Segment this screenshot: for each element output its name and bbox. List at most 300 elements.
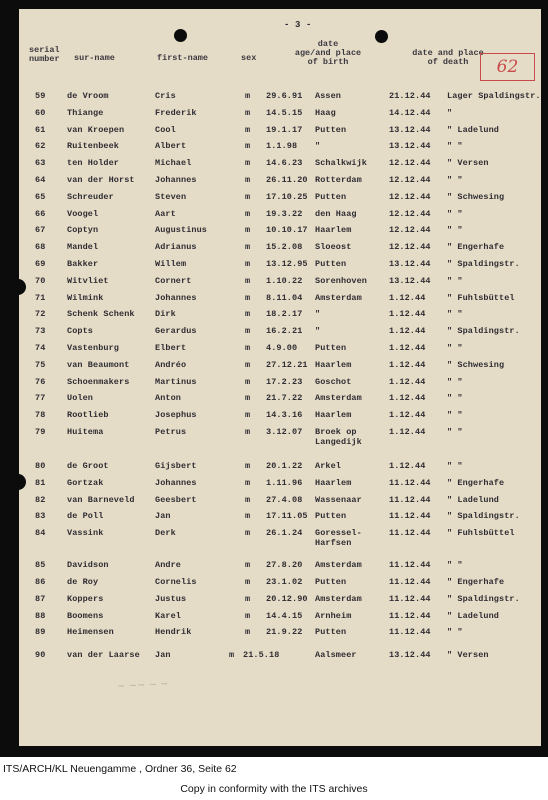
cell-surname: ten Holder: [67, 158, 120, 169]
cell-place-of-death: " ": [447, 225, 463, 236]
cell-serial-number: 72: [35, 309, 46, 320]
cell-first-name: Jan: [155, 511, 171, 522]
cell-first-name: Justus: [155, 593, 187, 604]
cell-place-of-death: " Schwesing: [447, 359, 505, 370]
cell-serial-number: 85: [35, 560, 46, 571]
table-row: [19, 611, 541, 623]
cell-first-name: Jan: [155, 650, 171, 661]
cell-place-of-death: " Engerhafe: [447, 242, 505, 253]
cell-date-of-death: 1.12.44: [389, 359, 426, 370]
cell-date-of-death: 12.12.44: [389, 175, 431, 185]
cell-place-of-birth: Amsterdam: [315, 593, 362, 604]
cell-place-of-birth: Sorenhoven: [315, 275, 368, 286]
cell-place-of-birth: Haarlem: [315, 225, 352, 236]
cell-place-of-birth: Putten: [315, 511, 347, 522]
cell-first-name: Albert: [155, 141, 187, 152]
register-table: [19, 9, 541, 746]
cell-date-of-birth: 10.10.17: [266, 225, 308, 236]
header-date-place-of-birth: date age/and place of birth: [294, 39, 362, 67]
cell-surname: van Barneveld: [67, 494, 135, 505]
cell-date-of-birth: 17.2.23: [266, 376, 303, 387]
cell-first-name: Steven: [155, 191, 187, 202]
cell-date-of-death: 13.12.44: [389, 124, 431, 135]
cell-first-name: Andre: [155, 560, 182, 571]
cell-sex: m: [245, 225, 251, 236]
cell-date-of-birth: 26.1.24: [266, 528, 303, 539]
cell-serial-number: 74: [35, 343, 46, 353]
cell-place-of-birth: Amsterdam: [315, 560, 362, 571]
cell-place-of-death: " Fuhlsbüttel: [447, 528, 515, 539]
cell-surname: Coptyn: [67, 225, 99, 236]
cell-first-name: Cornert: [155, 275, 192, 286]
cell-place-of-birth: Putten: [315, 124, 347, 135]
cell-place-of-birth-line2: Langedijk: [315, 437, 362, 447]
cell-date-of-death: 11.12.44: [389, 627, 431, 638]
cell-sex: m: [245, 309, 251, 320]
cell-first-name: Aart: [155, 208, 176, 219]
cell-surname: Vassink: [67, 528, 104, 539]
cell-sex: m: [245, 393, 251, 404]
cell-serial-number: 73: [35, 326, 46, 337]
cell-first-name: Johannes: [155, 175, 197, 185]
cell-place-of-death: " ": [447, 141, 463, 152]
cell-date-of-birth: 17.11.05: [266, 511, 308, 522]
cell-place-of-birth: Assen: [315, 91, 342, 101]
cell-surname: Schenk Schenk: [67, 309, 135, 320]
cell-first-name: Josephus: [155, 410, 197, 421]
cell-sex: m: [245, 427, 251, 437]
cell-serial-number: 82: [35, 494, 46, 505]
cell-surname: Gortzak: [67, 477, 104, 488]
cell-serial-number: 81: [35, 477, 46, 488]
cell-surname: van der Laarse: [67, 650, 140, 661]
cell-place-of-death: " ": [447, 208, 463, 219]
cell-sex: m: [245, 124, 251, 135]
cell-place-of-birth: Wassenaar: [315, 494, 362, 505]
cell-serial-number: 78: [35, 410, 46, 421]
cell-serial-number: 70: [35, 275, 46, 286]
cell-date-of-birth: 16.2.21: [266, 326, 303, 337]
table-row: [19, 125, 541, 137]
cell-date-of-birth: 8.11.04: [266, 292, 303, 303]
table-row: [19, 192, 541, 204]
table-row: [19, 309, 541, 321]
table-row: [19, 276, 541, 288]
cell-date-of-birth: 19.1.17: [266, 124, 303, 135]
cell-surname: Vastenburg: [67, 343, 120, 353]
cell-place-of-death: " Spaldingstr.: [447, 259, 520, 269]
header-surname: sur-name: [74, 53, 115, 63]
cell-first-name: Andréo: [155, 359, 187, 370]
cell-first-name: Dirk: [155, 309, 176, 320]
cell-date-of-birth: 21.7.22: [266, 393, 303, 404]
cell-place-of-birth: den Haag: [315, 208, 357, 219]
cell-date-of-death: 11.12.44: [389, 511, 431, 522]
cell-first-name: Cool: [155, 124, 176, 135]
cell-surname: de Vroom: [67, 91, 109, 101]
cell-serial-number: 67: [35, 225, 46, 236]
cell-place-of-birth: Haarlem: [315, 477, 352, 488]
cell-surname: Wilmink: [67, 292, 104, 303]
cell-serial-number: 84: [35, 528, 46, 539]
cell-serial-number: 80: [35, 461, 46, 471]
cell-date-of-death: 11.12.44: [389, 477, 431, 488]
table-row: [19, 377, 541, 389]
cell-place-of-death: " ": [447, 461, 463, 471]
cell-first-name: Cris: [155, 91, 176, 101]
cell-surname: de Groot: [67, 461, 109, 471]
cell-date-of-death: 13.12.44: [389, 275, 431, 286]
cell-date-of-birth: 14.3.16: [266, 410, 303, 421]
cell-sex: m: [245, 292, 251, 303]
cell-first-name: Adrianus: [155, 242, 197, 253]
cell-sex: m: [245, 494, 251, 505]
header-sex: sex: [241, 53, 257, 63]
cell-sex: m: [245, 175, 251, 185]
cell-place-of-birth: Putten: [315, 577, 347, 587]
cell-serial-number: 71: [35, 292, 46, 303]
cell-surname: Uolen: [67, 393, 94, 404]
cell-serial-number: 89: [35, 627, 46, 638]
cell-surname: van Kroepen: [67, 124, 125, 135]
cell-sex: m: [245, 343, 251, 353]
page-stamp: 62: [480, 53, 535, 81]
cell-date-of-death: 1.12.44: [389, 309, 426, 320]
cell-place-of-birth: Putten: [315, 191, 347, 202]
table-row: [19, 577, 541, 589]
cell-surname: van der Horst: [67, 175, 135, 185]
table-row: [19, 461, 541, 473]
cell-place-of-birth: ": [315, 141, 321, 152]
cell-date-of-death: 14.12.44: [389, 107, 431, 118]
cell-place-of-birth: ": [315, 326, 321, 337]
table-row: [19, 91, 541, 103]
cell-sex: m: [245, 326, 251, 337]
cell-sex: m: [245, 158, 251, 169]
cell-sex: m: [245, 528, 251, 539]
cell-place-of-birth: Putten: [315, 343, 347, 353]
cell-place-of-death: " ": [447, 560, 463, 571]
cell-place-of-death: " Versen: [447, 650, 489, 661]
cell-surname: Heimensen: [67, 627, 114, 638]
cell-date-of-death: 12.12.44: [389, 158, 431, 169]
cell-first-name: Gijsbert: [155, 461, 197, 471]
cell-first-name: Johannes: [155, 477, 197, 488]
cell-date-of-birth: 1.1.98: [266, 141, 298, 152]
cell-date-of-death: 1.12.44: [389, 410, 426, 421]
table-row: [19, 627, 541, 639]
cell-surname: Huitema: [67, 427, 104, 437]
cell-place-of-birth: Goschot: [315, 376, 352, 387]
cell-place-of-birth: Arkel: [315, 461, 342, 471]
cell-serial-number: 79: [35, 427, 46, 437]
cell-first-name: Martinus: [155, 376, 197, 387]
cell-serial-number: 61: [35, 124, 46, 135]
cell-place-of-birth: Haag: [315, 107, 336, 118]
cell-surname: Boomens: [67, 610, 104, 621]
cell-serial-number: 88: [35, 610, 46, 621]
cell-serial-number: 68: [35, 242, 46, 253]
cell-place-of-death: " Spaldingstr.: [447, 593, 520, 604]
cell-first-name: Petrus: [155, 427, 187, 437]
cell-place-of-birth: Broek op: [315, 427, 357, 437]
cell-sex: m: [245, 577, 251, 587]
table-row: [19, 360, 541, 372]
cell-place-of-death: " Engerhafe: [447, 577, 505, 587]
cell-date-of-death: 12.12.44: [389, 225, 431, 236]
cell-date-of-birth: 14.4.15: [266, 610, 303, 621]
table-row: [19, 594, 541, 606]
table-row: [19, 478, 541, 490]
table-row: [19, 560, 541, 572]
cell-place-of-death: " Spaldingstr.: [447, 326, 520, 337]
cell-sex: m: [245, 560, 251, 571]
cell-place-of-birth: Putten: [315, 259, 347, 269]
cell-surname: Witvliet: [67, 275, 109, 286]
cell-date-of-birth: 18.2.17: [266, 309, 303, 320]
cell-surname: Mandel: [67, 242, 99, 253]
cell-place-of-birth: Rotterdam: [315, 175, 362, 185]
cell-place-of-death: " Ladelund: [447, 610, 500, 621]
cell-place-of-death: " Engerhafe: [447, 477, 505, 488]
cell-date-of-death: 13.12.44: [389, 259, 431, 269]
cell-date-of-death: 1.12.44: [389, 326, 426, 337]
cell-surname: de Poll: [67, 511, 104, 522]
cell-place-of-birth: Amsterdam: [315, 393, 362, 404]
document-sheet: [19, 9, 541, 746]
cell-date-of-death: 1.12.44: [389, 427, 426, 437]
cell-date-of-death: 11.12.44: [389, 593, 431, 604]
cell-first-name: Cornelis: [155, 577, 197, 587]
cell-date-of-birth: 27.12.21: [266, 359, 308, 370]
cell-serial-number: 60: [35, 107, 46, 118]
cell-date-of-death: 13.12.44: [389, 141, 431, 152]
cell-date-of-birth: 1.11.96: [266, 477, 303, 488]
cell-place-of-death: " ": [447, 393, 463, 404]
cell-first-name: Gerardus: [155, 326, 197, 337]
table-row: [19, 175, 541, 187]
cell-place-of-death: " ": [447, 627, 463, 638]
cell-serial-number: 75: [35, 359, 46, 370]
cell-place-of-death: " Ladelund: [447, 494, 500, 505]
cell-place-of-death: " ": [447, 175, 463, 185]
cell-date-of-death: 21.12.44: [389, 91, 431, 101]
cell-date-of-death: 12.12.44: [389, 191, 431, 202]
cell-date-of-death: 1.12.44: [389, 376, 426, 387]
cell-date-of-birth: 1.10.22: [266, 275, 303, 286]
cell-date-of-birth: 17.10.25: [266, 191, 308, 202]
cell-surname: Voogel: [67, 208, 99, 219]
cell-serial-number: 63: [35, 158, 46, 169]
cell-date-of-birth: 20.1.22: [266, 461, 303, 471]
cell-place-of-death: Lager Spaldingstr.: [447, 91, 541, 101]
cell-date-of-death: 1.12.44: [389, 292, 426, 303]
copy-notice: Copy in conformity with the ITS archives: [180, 783, 368, 795]
table-row: [19, 242, 541, 254]
cell-serial-number: 66: [35, 208, 46, 219]
cell-serial-number: 69: [35, 259, 46, 269]
cell-first-name: Johannes: [155, 292, 197, 303]
cell-date-of-birth: 3.12.07: [266, 427, 303, 437]
cell-place-of-birth: Haarlem: [315, 359, 352, 370]
cell-date-of-birth: 4.9.00: [266, 343, 298, 353]
cell-surname: Ruitenbeek: [67, 141, 120, 152]
cell-date-of-death: 11.12.44: [389, 560, 431, 571]
cell-place-of-death: " ": [447, 275, 463, 286]
cell-surname: Koppers: [67, 593, 104, 604]
cell-first-name: Hendrik: [155, 627, 192, 638]
cell-serial-number: 76: [35, 376, 46, 387]
cell-place-of-death: ": [447, 107, 453, 118]
cell-serial-number: 90: [35, 650, 46, 661]
cell-serial-number: 62: [35, 141, 46, 152]
cell-sex: m: [245, 610, 251, 621]
cell-sex: m: [245, 359, 251, 370]
cell-sex: m: [245, 376, 251, 387]
cell-date-of-birth: 21.9.22: [266, 627, 303, 638]
table-row: [19, 326, 541, 338]
cell-sex: m: [245, 107, 251, 118]
cell-first-name: Michael: [155, 158, 192, 169]
cell-place-of-birth: Schalkwijk: [315, 158, 368, 169]
cell-place-of-death: " Ladelund: [447, 124, 500, 135]
table-row: [19, 158, 541, 170]
cell-date-of-death: 1.12.44: [389, 343, 426, 353]
cell-place-of-birth: Putten: [315, 627, 347, 638]
cell-place-of-birth: ": [315, 309, 321, 320]
cell-sex: m: [245, 259, 251, 269]
cell-surname: Copts: [67, 326, 94, 337]
cell-sex: m: [245, 410, 251, 421]
table-row: [19, 410, 541, 422]
cell-date-of-death: 1.12.44: [389, 461, 426, 471]
table-row: [19, 528, 541, 549]
cell-place-of-birth: Sloeost: [315, 242, 352, 253]
cell-place-of-death: " Spaldingstr.: [447, 511, 520, 522]
table-row: [19, 343, 541, 355]
cell-serial-number: 77: [35, 393, 46, 404]
cell-place-of-birth: Goressel-: [315, 528, 362, 539]
cell-first-name: Elbert: [155, 343, 187, 353]
cell-sex: m: [245, 477, 251, 488]
cell-place-of-birth: Haarlem: [315, 410, 352, 421]
cell-first-name: Frederik: [155, 107, 197, 118]
table-row: [19, 427, 541, 447]
cell-date-of-birth: 23.1.02: [266, 577, 303, 587]
cell-serial-number: 64: [35, 175, 46, 185]
cell-date-of-death: 13.12.44: [389, 650, 431, 661]
cell-sex: m: [245, 208, 251, 219]
cell-place-of-death: " ": [447, 309, 463, 320]
cell-place-of-death: " Fuhlsbüttel: [447, 292, 515, 303]
cell-date-of-birth: 27.8.20: [266, 560, 303, 571]
header-date-place-of-death: date and place of death: [412, 48, 484, 67]
cell-date-of-birth: 19.3.22: [266, 208, 303, 219]
table-row: [19, 393, 541, 405]
cell-surname: van Beaumont: [67, 359, 130, 370]
cell-first-name: Augustinus: [155, 225, 208, 236]
cell-date-of-birth: 15.2.08: [266, 242, 303, 253]
cell-place-of-death: " ": [447, 427, 463, 437]
cell-sex: m: [245, 593, 251, 604]
archive-reference: ITS/ARCH/KL Neuengamme , Ordner 36, Seite 62: [3, 763, 237, 775]
cell-date-of-death: 11.12.44: [389, 528, 431, 539]
cell-surname: Bakker: [67, 259, 99, 269]
table-row: [19, 495, 541, 507]
cell-place-of-death: " ": [447, 376, 463, 387]
cell-place-of-death: " ": [447, 410, 463, 421]
cell-place-of-birth: Aalsmeer: [315, 650, 357, 661]
cell-sex: m: [229, 650, 235, 661]
cell-sex: m: [245, 461, 251, 471]
cell-date-of-death: 11.12.44: [389, 494, 431, 505]
table-row: [19, 293, 541, 305]
cell-serial-number: 83: [35, 511, 46, 522]
cell-sex: m: [245, 91, 251, 101]
cell-place-of-birth: Amsterdam: [315, 292, 362, 303]
cell-serial-number: 87: [35, 593, 46, 604]
cell-first-name: Karel: [155, 610, 182, 621]
cell-first-name: Anton: [155, 393, 182, 404]
cell-surname: Davidson: [67, 560, 109, 571]
header-first-name: first-name: [157, 53, 209, 63]
table-row: [19, 209, 541, 221]
cell-sex: m: [245, 275, 251, 286]
cell-surname: Thiange: [67, 107, 104, 118]
cell-place-of-death: " Versen: [447, 158, 489, 169]
cell-date-of-death: 1.12.44: [389, 393, 426, 404]
table-row: [19, 225, 541, 237]
cell-sex: m: [245, 191, 251, 202]
table-row: [19, 511, 541, 523]
cell-date-of-birth: 14.6.23: [266, 158, 303, 169]
cell-first-name: Willem: [155, 259, 187, 269]
cell-place-of-death: " ": [447, 343, 463, 353]
cell-place-of-birth-line2: Harfsen: [315, 538, 352, 549]
cell-date-of-birth: 13.12.95: [266, 259, 308, 269]
cell-serial-number: 86: [35, 577, 46, 587]
pencil-scribble: ~ ~~ ~ ~: [116, 678, 169, 693]
cell-sex: m: [245, 242, 251, 253]
cell-surname: Schoenmakers: [67, 376, 130, 387]
cell-date-of-death: 11.12.44: [389, 577, 431, 587]
cell-date-of-birth: 20.12.90: [266, 593, 308, 604]
cell-date-of-death: 12.12.44: [389, 242, 431, 253]
cell-date-of-birth: 26.11.20: [266, 175, 308, 185]
cell-serial-number: 59: [35, 91, 46, 101]
cell-place-of-death: " Schwesing: [447, 191, 505, 202]
cell-sex: m: [245, 627, 251, 638]
cell-date-of-death: 12.12.44: [389, 208, 431, 219]
cell-first-name: Derk: [155, 528, 176, 539]
cell-place-of-birth: Arnheim: [315, 610, 352, 621]
page-number: - 3 -: [284, 20, 312, 30]
cell-date-of-birth: 21.5.18: [243, 650, 280, 661]
table-row: [19, 650, 541, 662]
table-row: [19, 141, 541, 153]
cell-surname: Rootlieb: [67, 410, 109, 421]
cell-date-of-birth: 29.6.91: [266, 91, 303, 101]
cell-surname: de Roy: [67, 577, 99, 587]
cell-date-of-birth: 27.4.08: [266, 494, 303, 505]
cell-serial-number: 65: [35, 191, 46, 202]
cell-date-of-birth: 14.5.15: [266, 107, 303, 118]
cell-sex: m: [245, 511, 251, 522]
table-row: [19, 259, 541, 271]
cell-surname: Schreuder: [67, 191, 114, 202]
header-serial-number: serial number: [29, 45, 60, 64]
cell-first-name: Geesbert: [155, 494, 197, 505]
